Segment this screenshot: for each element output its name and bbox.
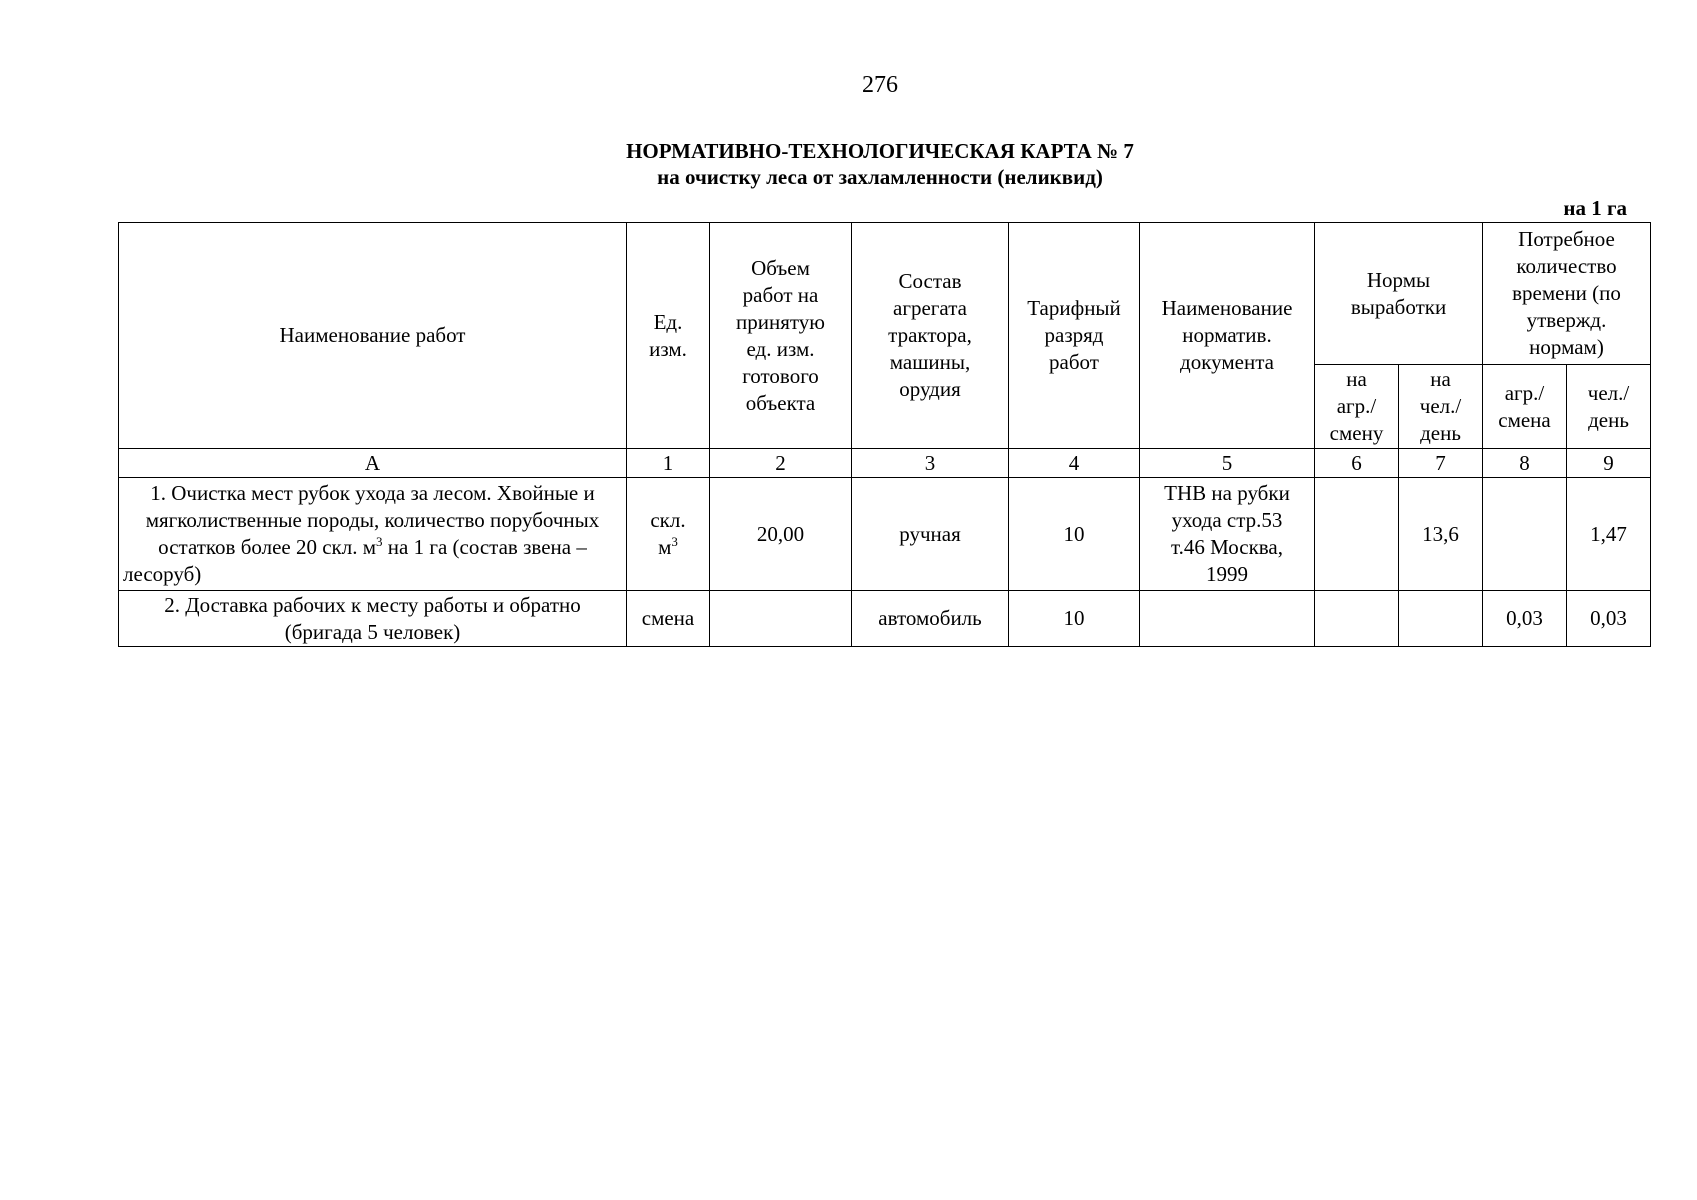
- title-line-1: НОРМАТИВНО-ТЕХНОЛОГИЧЕСКАЯ КАРТА № 7: [626, 139, 1134, 163]
- header-norm-agr: [1315, 365, 1399, 449]
- header-composition: [852, 223, 1009, 449]
- document-title: [0, 138, 1697, 190]
- header-need-person: [1567, 365, 1651, 449]
- row-grade: 10: [1009, 478, 1140, 591]
- page-number: 276: [862, 72, 898, 98]
- header-need-line: Потребное: [1518, 227, 1615, 251]
- superscript: 3: [376, 534, 383, 549]
- header-norm-person-line: день: [1420, 421, 1461, 445]
- row-need-person: 1,47: [1567, 478, 1651, 591]
- column-number: 4: [1009, 449, 1140, 478]
- row-volume: [710, 591, 852, 647]
- header-need-line: нормам): [1529, 335, 1604, 359]
- header-norms: [1315, 223, 1483, 365]
- header-need-agr-line: агр./: [1504, 380, 1545, 405]
- header-name: Наименование работ: [119, 223, 627, 449]
- header-volume-line: принятую: [736, 309, 825, 334]
- row-norm-person: [1399, 591, 1483, 647]
- column-number: 7: [1399, 449, 1483, 478]
- header-composition-line: трактора,: [888, 323, 972, 347]
- header-document-line: документа: [1180, 350, 1274, 374]
- table-row: [119, 478, 1651, 591]
- header-composition-line: орудия: [899, 377, 961, 401]
- header-need: [1483, 223, 1651, 365]
- row-work-name-text: на 1 га (состав звена – лесоруб): [123, 535, 587, 586]
- header-norm-agr-line: на: [1346, 367, 1367, 391]
- header-norm-person: [1399, 365, 1483, 449]
- row-norm-person: 13,6: [1399, 478, 1483, 591]
- row-grade: 10: [1009, 591, 1140, 647]
- header-document-line: Наименование: [1161, 296, 1293, 320]
- row-unit-base: м: [658, 535, 672, 559]
- column-number: 3: [852, 449, 1009, 478]
- row-work-name: 2. Доставка рабочих к месту работы и обратно (бригада 5 человек): [119, 591, 627, 647]
- header-need-line: количество: [1516, 254, 1617, 278]
- header-grade: [1009, 223, 1140, 449]
- row-document-line: ухода стр.53: [1171, 508, 1283, 532]
- header-norm-agr-line: смену: [1329, 421, 1384, 445]
- header-volume-line: работ на: [742, 282, 819, 307]
- header-need-agr-line: смена: [1498, 407, 1551, 432]
- row-document-line: ТНВ на рубки: [1164, 481, 1290, 505]
- row-need-agr: 0,03: [1483, 591, 1567, 647]
- header-grade-line: Тарифный: [1027, 296, 1121, 320]
- column-number: 8: [1483, 449, 1567, 478]
- row-document: [1140, 591, 1315, 647]
- row-norm-agr: [1315, 591, 1399, 647]
- header-volume-line: ед. изм.: [746, 336, 815, 361]
- header-norm-person-line: чел./: [1419, 394, 1462, 418]
- header-unit-line: Ед.: [653, 309, 683, 334]
- row-composition: ручная: [852, 478, 1009, 591]
- header-need-line: утвержд.: [1526, 308, 1607, 332]
- column-number: А: [119, 449, 627, 478]
- row-composition: автомобиль: [852, 591, 1009, 647]
- superscript: 3: [671, 534, 678, 549]
- unit-note: на 1 га: [1563, 196, 1627, 220]
- header-need-agr: [1483, 365, 1567, 449]
- title-line-2: на очистку леса от захламленности (неликвид): [657, 165, 1103, 189]
- row-unit-line: [631, 534, 705, 561]
- table-row: [119, 591, 1651, 647]
- header-document-line: норматив.: [1182, 323, 1272, 347]
- column-number: 6: [1315, 449, 1399, 478]
- header-volume-line: Объем: [751, 255, 810, 280]
- row-document: [1140, 478, 1315, 591]
- header-composition-line: Состав: [898, 269, 962, 293]
- row-unit-line: скл.: [650, 508, 686, 532]
- header-need-person-line: день: [1588, 407, 1629, 432]
- row-need-agr: [1483, 478, 1567, 591]
- header-norms-line: выработки: [1350, 294, 1447, 319]
- header-need-line: времени (по: [1512, 281, 1621, 305]
- row-unit: [627, 478, 710, 591]
- column-number: 1: [627, 449, 710, 478]
- row-document-line: 1999: [1206, 562, 1248, 586]
- header-unit-line: изм.: [649, 336, 687, 361]
- row-volume: 20,00: [710, 478, 852, 591]
- header-row-1: [119, 223, 1651, 365]
- row-work-name: [119, 478, 627, 591]
- column-number-row: [119, 449, 1651, 478]
- column-number: 2: [710, 449, 852, 478]
- header-composition-line: агрегата: [893, 296, 967, 320]
- header-grade-line: работ: [1049, 350, 1099, 374]
- row-unit: смена: [627, 591, 710, 647]
- header-norms-line: Нормы: [1366, 267, 1431, 292]
- row-work-name-text: 1. Очистка мест рубок ухода за лесом. Хвойные и мягколиственные породы, количество порубочных остатков более 20 скл. м: [145, 481, 600, 559]
- header-norm-agr-line: агр./: [1336, 394, 1377, 418]
- column-number: 9: [1567, 449, 1651, 478]
- header-volume-line: объекта: [745, 390, 816, 415]
- row-norm-agr: [1315, 478, 1399, 591]
- header-volume: [710, 223, 852, 449]
- row-need-person: 0,03: [1567, 591, 1651, 647]
- header-grade-line: разряд: [1044, 323, 1104, 347]
- column-number: 5: [1140, 449, 1315, 478]
- header-document: [1140, 223, 1315, 449]
- row-document-line: т.46 Москва,: [1170, 535, 1283, 559]
- header-unit: [627, 223, 710, 449]
- header-volume-line: готового: [742, 363, 819, 388]
- norm-table: [118, 222, 1651, 647]
- header-need-person-line: чел./: [1587, 380, 1630, 405]
- header-composition-line: машины,: [889, 350, 971, 374]
- header-norm-person-line: на: [1430, 367, 1451, 391]
